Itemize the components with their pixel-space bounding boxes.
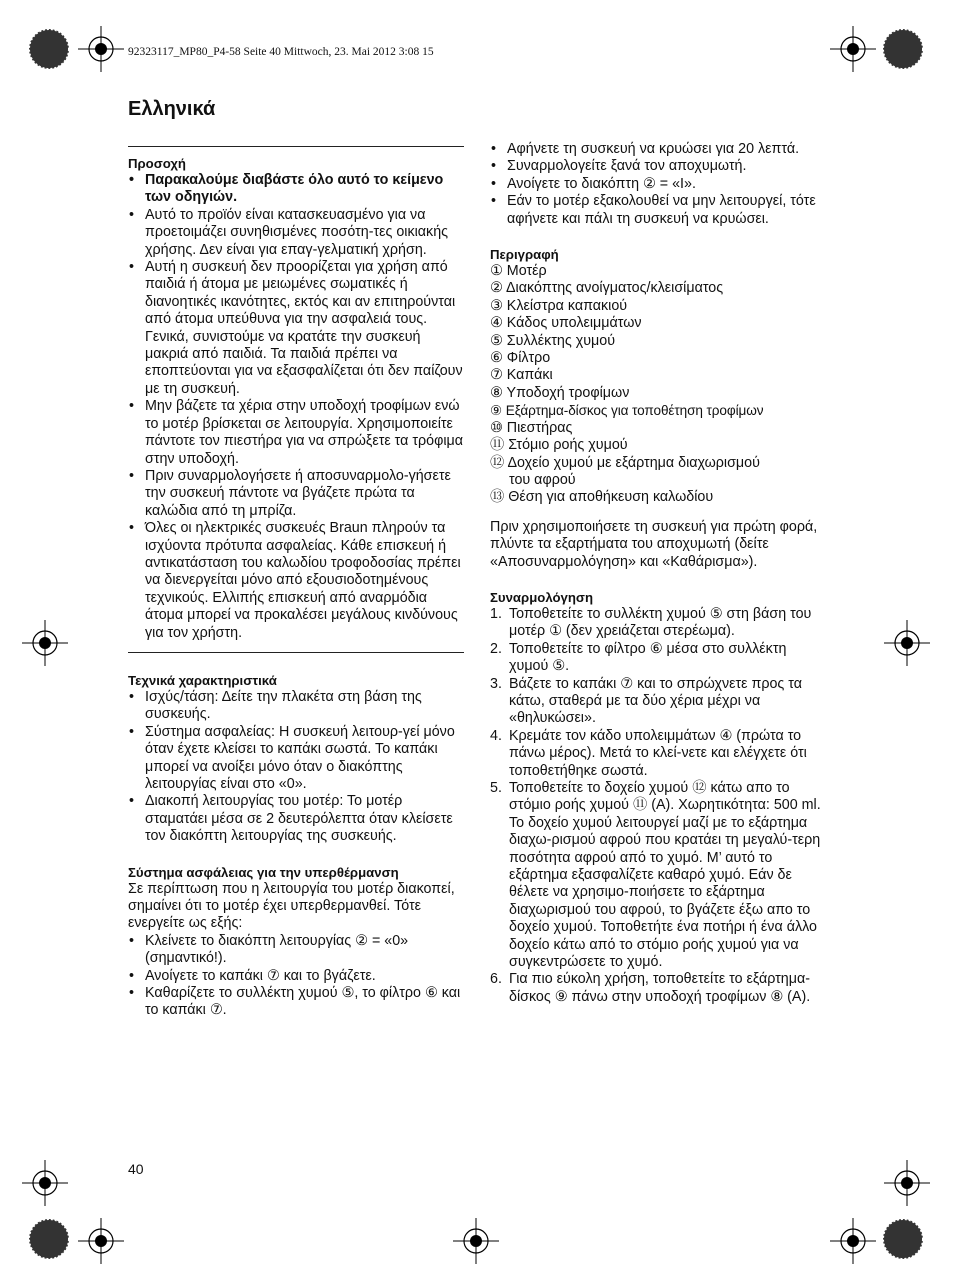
step-text: Τοποθετείτε το συλλέκτη χυμού ⑤ στη βάση του μοτέρ ① (δεν χρειάζεται στερέωμα). <box>509 605 812 640</box>
registration-mark-icon <box>78 26 124 72</box>
assembly-step <box>490 971 828 1006</box>
color-target-icon <box>880 1216 926 1262</box>
overheat-item: • Συναρμολογείτε ξανά τον αποχυμωτή. <box>490 158 828 175</box>
registration-mark-icon <box>22 620 68 666</box>
color-target-icon <box>26 1216 72 1262</box>
step-text: Βάζετε το καπάκι ⑦ και το σπρώχνετε προς τα κάτω, σταθερά με τα δύο χέρια μέχρι να «θηλυκώσει». <box>509 675 802 727</box>
registration-mark-icon <box>78 1218 124 1264</box>
overheat-item: • Ανοίγετε το διακόπτη ② = «I». <box>490 176 828 193</box>
section-divider <box>128 652 464 653</box>
left-column <box>128 155 464 1020</box>
step-text: Κρεμάτε τον κάδο υπολειμμάτων ④ (πρώτα το πάνω μέρος). Μετά το κλεί-νετε και ελέγχετε ότι τοποθετήθηκε σωστά. <box>509 727 807 779</box>
overheat-continued-list <box>490 141 828 228</box>
step-number: 4. <box>490 727 502 744</box>
part-item: ② Διακόπτης ανοίγματος/κλεισίματος <box>490 280 724 297</box>
overheat-heading: Σύστημα ασφάλειας για την υπερθέρμανση <box>128 864 399 880</box>
assembly-step <box>490 728 828 780</box>
assembly-step <box>490 641 828 676</box>
overheat-intro: Σε περίπτωση που η λειτουργία του μοτέρ διακοπεί, σημαίνει ότι το μοτέρ έχει υπερθερμανθεί. Τότε ενεργείτε ως εξής: <box>128 880 455 932</box>
step-text: Τοποθετείτε το φίλτρο ⑥ μέσα στο συλλέκτη χυμού ⑤. <box>509 640 787 675</box>
page-title: Ελληνικά <box>128 98 216 120</box>
first-use-note: Πριν χρησιμοποιήσετε τη συσκευή για πρώτη φορά, πλύντε τα εξαρτήματα του αποχυμωτή (δείτε «Αποσυναρμολόγηση» και «Καθάρισμα»). <box>490 518 818 570</box>
step-number: 2. <box>490 640 502 657</box>
part-item: ③ Κλείστρα καπακιού <box>490 297 628 314</box>
part-item: ⑦ Καπάκι <box>490 367 553 384</box>
page-number: 40 <box>128 1161 144 1177</box>
registration-mark-icon <box>830 1218 876 1264</box>
registration-mark-icon <box>884 620 930 666</box>
caution-item: • Αυτό το προϊόν είναι κατασκευασμένο για να προετοιμάζει συνηθισμένες ποσότη-τες οικιακής χρήσης. Δεν είναι για επαγ-γελματική χρήση. <box>128 207 464 259</box>
specs-item: • Σύστημα ασφαλείας: Η συσκευή λειτουρ-γεί μόνο όταν έχετε κλείσει το καπάκι σωστά. Το καπάκι μπορεί να ανοίξει μόνο όταν ο διακόπτης λειτουργίας είναι στο «0». <box>128 724 464 794</box>
overheat-item: • Ανοίγετε το καπάκι ⑦ και το βγάζετε. <box>128 968 464 985</box>
specs-item: • Διακοπή λειτουργίας του μοτέρ: Το μοτέρ σταματάει μέσα σε 2 δευτερόλεπτα όταν κλείσετε τον διακόπτη λειτουργίας της συσκευής. <box>128 793 464 845</box>
part-item: ⑪ Στόμιο ροής χυμού <box>490 437 628 454</box>
part-item: του αφρού <box>509 471 576 488</box>
part-item: ⑬ Θέση για αποθήκευση καλωδίου <box>490 489 714 506</box>
parts-list <box>490 263 828 507</box>
section-divider <box>128 146 464 147</box>
color-target-icon <box>880 26 926 72</box>
overheat-item: • Αφήνετε τη συσκευή να κρυώσει για 20 λεπτά. <box>490 141 828 158</box>
caution-item: • Αυτή η συσκευή δεν προορίζεται για χρήση από παιδιά ή άτομα με μειωμένες σωματικές ή διανοητικές ικανότητες, εκτός και αν επιτηρούνται από άτομα υπεύθυνα για την ασφαλειά τους. Γενικά, συνιστούμε να κρατάτε την συσκευή μακριά από παιδιά. Τα παιδιά πρέπει να εποπτεύονται για να εξασφαλίζεται ότι δεν παίζουν με τη συσκευή. <box>128 259 464 398</box>
overheat-item: • Εάν το μοτέρ εξακολουθεί να μην λειτουργεί, τότε αφήνετε και πάλι τη συσκευή να κρυώσει. <box>490 193 828 228</box>
assembly-step <box>490 780 828 971</box>
description-heading: Περιγραφή <box>490 247 559 263</box>
step-text: Για πιο εύκολη χρήση, τοποθετείτε το εξάρτημα-δίσκος ⑨ πάνω στην υποδοχή τροφίμων ⑧ (A). <box>509 971 811 1005</box>
registration-mark-icon <box>830 26 876 72</box>
part-item: ⑤ Συλλέκτης χυμού <box>490 332 616 349</box>
step-number: 3. <box>490 675 502 692</box>
caution-item: • Όλες οι ηλεκτρικές συσκευές Braun πληρούν τα ισχύοντα πρότυπα ασφαλείας. Κάθε επισκευή ή αντικατάσταση του καλωδίου τροφοδοσίας πρέπει να διενεργείται μόνο από εξουσιοδοτημένους τεχνικούς. Ελλιπής επισκευή από αναρμόδια άτομα μπορεί να προκαλέσει μεγάλους κινδύνους για τον χρήστη. <box>128 520 464 642</box>
registration-mark-icon <box>884 1160 930 1206</box>
part-item: ④ Κάδος υπολειμμάτων <box>490 315 642 332</box>
caution-heading: Προσοχή <box>128 156 186 171</box>
assembly-step <box>490 606 828 641</box>
assembly-step <box>490 676 828 728</box>
step-number: 6. <box>490 971 502 988</box>
overheat-item: • Καθαρίζετε το συλλέκτη χυμού ⑤, το φίλτρο ⑥ και το καπάκι ⑦. <box>128 985 464 1020</box>
caution-item: • Μην βάζετε τα χέρια στην υποδοχή τροφίμων ενώ το μοτέρ βρίσκεται σε λειτουργία. Χρησιμοποιείτε πάντοτε τον πιεστήρα για να σπρώξετε τα τρόφιμα στην υποδοχή. <box>128 398 464 468</box>
part-item: ⑨ Εξάρτημα-δίσκος για τοποθέτηση τροφίμων <box>490 403 764 419</box>
step-number: 5. <box>490 780 502 796</box>
part-item: ⑥ Φίλτρο <box>490 350 551 367</box>
part-item: ⑫ Δοχείο χυμού με εξάρτημα διαχωρισμού <box>490 454 760 471</box>
overheat-item: • Κλείνετε το διακόπτη λειτουργίας ② = «0» (σημαντικό!). <box>128 933 464 968</box>
caution-item: • Πριν συναρμολογήσετε ή αποσυναρμολο-γήσετε την συσκευή πάντοτε να βγάζετε πρώτα τα καλώδια από τη μπρίζα. <box>128 468 464 520</box>
caution-list <box>128 172 464 642</box>
assembly-heading: Συναρμολόγηση <box>490 589 594 605</box>
part-item: ① Μοτέρ <box>490 263 547 280</box>
registration-mark-icon <box>453 1218 499 1264</box>
specs-list <box>128 689 464 846</box>
overheat-list <box>128 933 464 1020</box>
step-text: Τοποθετείτε το δοχείο χυμού ⑫ κάτω απο το στόμιο ροής χυμού ⑪ (A). Χωρητικότητα: 500 ml. Το δοχείο χυμού λειτουργεί μαζί με το εξάρτημα διαχω-ρισμού αφρού που κρατάει τη μεγαλύ-τερη ποσότητα αφρού από το χυμό. Μ’ αυτό το εξάρτημα εξασφαλίζετε καθαρό χυμό. Εάν δε θέλετε να χρησιμο-ποιήσετε το εξάρτημα διαχωρισμού του αφρού, το βγάζετε έξω απο το δοχείο χυμού. Τοποθετήτε ένα ποτήρι ή ένα άλλο δοχείο κάτω από το στόμιο ροής χυμού για να συγκεντρώσετε το χυμό. <box>509 780 821 971</box>
color-target-icon <box>26 26 72 72</box>
specs-heading: Τεχνικά χαρακτηριστικά <box>128 672 277 688</box>
right-column <box>490 141 828 1006</box>
part-item: ⑩ Πιεστήρας <box>490 419 573 436</box>
specs-item: • Ισχύς/τάση: Δείτε την πλακέτα στη βάση της συσκευής. <box>128 689 464 724</box>
step-number: 1. <box>490 605 502 622</box>
part-item: ⑧ Υποδοχή τροφίμων <box>490 384 630 401</box>
assembly-steps <box>490 606 828 1006</box>
registration-mark-icon <box>22 1160 68 1206</box>
caution-item: • Παρακαλούμε διαβάστε όλο αυτό το κείμενο των οδηγιών. <box>128 172 464 207</box>
print-job-line: 92323117_MP80_P4-58 Seite 40 Mittwoch, 23. Mai 2012 3:08 15 <box>128 46 434 58</box>
